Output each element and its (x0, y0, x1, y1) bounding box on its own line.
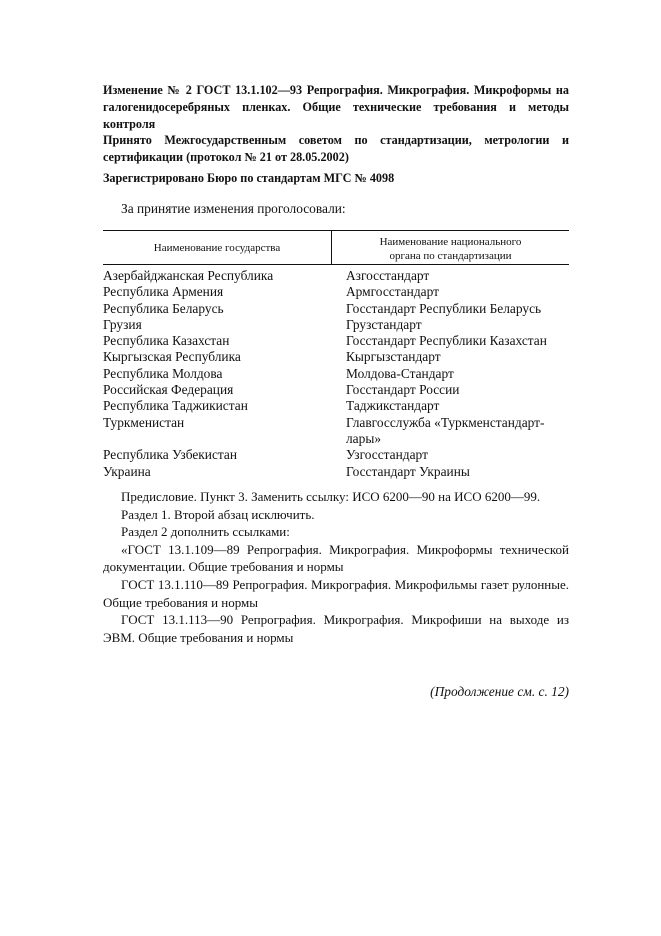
standards-body-cell: Грузстандарт (346, 316, 422, 332)
state-cell: Туркменистан (103, 414, 185, 430)
standards-body-cell: Узгосстандарт (346, 447, 428, 463)
table-row (103, 464, 569, 480)
standards-body-cell: Таджикстандарт (346, 398, 440, 414)
table-header-rule (103, 264, 569, 265)
amendment-text (103, 488, 569, 646)
standards-body-cell: Главгосслужба «Туркменстандарт-лары» (346, 414, 545, 446)
adopted-statement: Принято Межгосударственным советом по стандартизации, метрологии и сертификации (протокол № 21 от 28.05.2002) (103, 133, 569, 164)
standards-body-cell: Госстандарт Республики Беларусь (346, 300, 542, 316)
state-cell: Российская Федерация (103, 382, 234, 398)
state-cell: Украина (103, 463, 151, 479)
column-header-standards-body (332, 235, 569, 263)
standards-body-cell: Армгосстандарт (346, 284, 439, 300)
registration-statement: Зарегистрировано Бюро по стандартам МГС № 4098 (103, 171, 395, 185)
state-cell: Кыргызская Республика (103, 349, 241, 365)
state-cell: Республика Казахстан (103, 333, 230, 349)
standards-body-cell: Молдова-Стандарт (346, 365, 454, 381)
column-header-state: Наименование государства (153, 242, 281, 254)
paragraph: Раздел 2 дополнить ссылками: (121, 524, 290, 540)
standards-body-cell: Кыргызстандарт (346, 349, 441, 365)
continuation-note: (Продолжение см. с. 12) (430, 684, 569, 699)
standards-body-cell: Госстандарт Республики Казахстан (346, 333, 547, 349)
table-row (103, 333, 569, 349)
table-row (103, 317, 569, 333)
standards-body-cell: Госстандарт России (346, 382, 460, 398)
paragraph: Предисловие. Пункт 3. Заменить ссылку: ИСО 6200—90 на ИСО 6200—99. (121, 489, 541, 504)
table-row (103, 447, 569, 463)
change-title: Изменение № 2 ГОСТ 13.1.102—93 Репрография. Микрография. Микроформы на галогенидосеребряных пленках. Общие технические требования и методы контроля (103, 83, 569, 131)
paragraph: ГОСТ 13.1.110—89 Репрография. Микрография. Микрофильмы газет рулонные. Общие требования и нормы (103, 576, 569, 610)
table-row (103, 284, 569, 300)
state-cell: Азербайджанская Республика (103, 268, 274, 283)
table-row (103, 301, 569, 317)
table-row (103, 415, 569, 448)
state-cell: Республика Узбекистан (103, 447, 238, 463)
paragraph: «ГОСТ 13.1.109—89 Репрография. Микрография. Микроформы технической документации. Общие требования и нормы (103, 541, 569, 575)
state-cell: Грузия (103, 316, 142, 332)
voting-table (103, 268, 569, 480)
table-top-rule (103, 230, 569, 231)
standards-body-cell: Азгосстандарт (346, 268, 430, 283)
column-header-line: Наименование национального (379, 236, 522, 248)
table-row (103, 268, 569, 284)
paragraph: Раздел 1. Второй абзац исключить. (121, 506, 315, 522)
table-row (103, 349, 569, 365)
column-header-line: органа по стандартизации (389, 250, 512, 262)
table-row (103, 382, 569, 398)
state-cell: Республика Молдова (103, 365, 223, 381)
table-row (103, 366, 569, 382)
paragraph: ГОСТ 13.1.113—90 Репрография. Микрография. Микрофиши на выходе из ЭВМ. Общие требования и нормы (103, 612, 569, 645)
vote-intro: За принятие изменения проголосовали: (121, 201, 346, 216)
standards-body-cell: Госстандарт Украины (346, 463, 470, 479)
state-cell: Республика Таджикистан (103, 398, 248, 414)
table-row (103, 398, 569, 414)
state-cell: Республика Армения (103, 284, 224, 300)
state-cell: Республика Беларусь (103, 300, 224, 316)
